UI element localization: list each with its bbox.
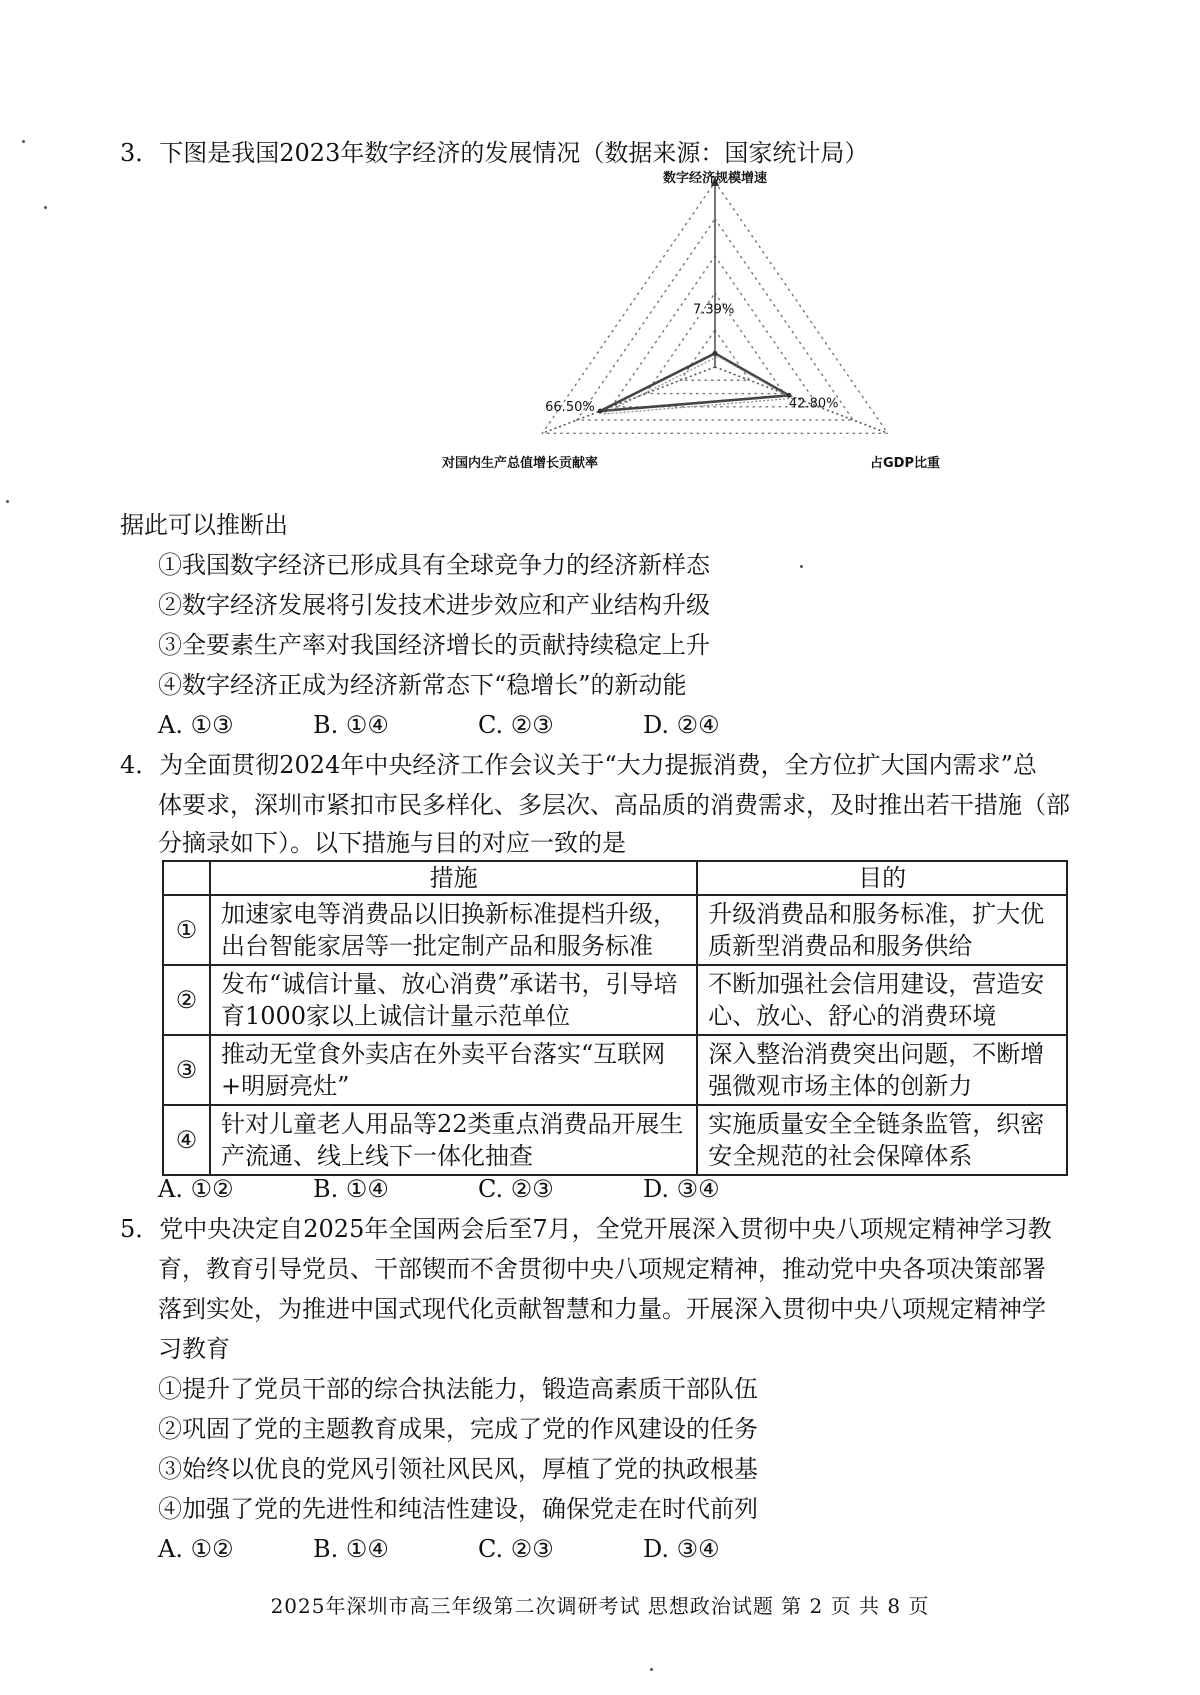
table-header-index bbox=[163, 861, 210, 895]
scan-speck bbox=[6, 500, 9, 503]
row-purpose: 深入整治消费突出问题，不断增强微观市场主体的创新力 bbox=[697, 1035, 1067, 1105]
radar-labels bbox=[441, 170, 940, 471]
table-header-purpose: 目的 bbox=[697, 861, 1067, 895]
q4-option-d[interactable]: D. ③④ bbox=[643, 1175, 720, 1203]
q5-option-d[interactable]: D. ③④ bbox=[643, 1535, 720, 1563]
scan-speck bbox=[22, 140, 25, 143]
q5-option-a[interactable]: A. ①② bbox=[158, 1535, 234, 1563]
q5-stem-line-4: 习教育 bbox=[158, 1335, 230, 1363]
table-row bbox=[163, 1105, 1067, 1175]
radar-point bbox=[713, 351, 718, 356]
radar-chart bbox=[330, 170, 950, 520]
q5-statement-1: ①提升了党员干部的综合执法能力，锻造高素质干部队伍 bbox=[158, 1375, 758, 1403]
q4-option-b[interactable]: B. ①④ bbox=[313, 1175, 389, 1203]
radar-axis-label: 对国内生产总值增长贡献率 bbox=[441, 456, 599, 471]
table-row bbox=[163, 1035, 1067, 1105]
radar-value-label: 42.80% bbox=[788, 396, 839, 412]
page-footer: 2025年深圳市高三年级第二次调研考试 思想政治试题 第 2 页 共 8 页 bbox=[270, 1594, 930, 1618]
row-index: ③ bbox=[163, 1035, 210, 1105]
q3-stem: 3．下图是我国2023年数字经济的发展情况（数据来源：国家统计局） bbox=[120, 139, 869, 167]
row-measure: 针对儿童老人用品等22类重点消费品开展生产流通、线上线下一体化抽查 bbox=[210, 1105, 697, 1175]
radar-value-label: 66.50% bbox=[545, 400, 595, 416]
q4-stem-line-1: 4．为全面贯彻2024年中央经济工作会议关于“大力提振消费，全方位扩大国内需求”总 bbox=[120, 751, 1037, 779]
q3-statement-2: ②数字经济发展将引发技术进步效应和产业结构升级 bbox=[158, 591, 710, 619]
q3-statement-4: ④数字经济正成为经济新常态下“稳增长”的新动能 bbox=[158, 671, 687, 699]
radar-point bbox=[598, 409, 603, 414]
q5-stem-line-1: 5．党中央决定自2025年全国两会后至7月，全党开展深入贯彻中央八项规定精神学习教 bbox=[120, 1215, 1052, 1243]
scan-speck bbox=[650, 1668, 653, 1671]
scan-speck bbox=[44, 206, 47, 209]
q5-statement-3: ③始终以优良的党风引领社风民风，厚植了党的执政根基 bbox=[158, 1455, 758, 1483]
row-index: ② bbox=[163, 965, 210, 1035]
q5-stem-line-2: 育，教育引导党员、干部锲而不舍贯彻中央八项规定精神，推动党中央各项决策部署 bbox=[158, 1255, 1046, 1283]
q5-statement-2: ②巩固了党的主题教育成果，完成了党的作风建设的任务 bbox=[158, 1415, 758, 1443]
table-row bbox=[163, 895, 1067, 965]
row-purpose: 升级消费品和服务标准，扩大优质新型消费品和服务供给 bbox=[697, 895, 1067, 965]
row-index: ① bbox=[163, 895, 210, 965]
q4-stem-line-3: 分摘录如下）。以下措施与目的对应一致的是 bbox=[158, 829, 626, 857]
measures-table bbox=[162, 860, 1068, 1176]
q3-option-d[interactable]: D. ②④ bbox=[643, 711, 720, 739]
q4-option-c[interactable]: C. ②③ bbox=[478, 1175, 554, 1203]
row-measure: 加速家电等消费品以旧换新标准提档升级，出台智能家居等一批定制产品和服务标准 bbox=[210, 895, 697, 965]
q4-options bbox=[158, 1172, 720, 1206]
q4-stem-line-2: 体要求，深圳市紧扣市民多样化、多层次、高品质的消费需求，及时推出若干措施（部 bbox=[158, 791, 1070, 819]
radar-value-label: 7.39% bbox=[693, 302, 735, 318]
q5-stem-line-3: 落到实处，为推进中国式现代化贡献智慧和力量。开展深入贯彻中央八项规定精神学 bbox=[158, 1295, 1046, 1323]
row-measure: 推动无堂食外卖店在外卖平台落实“互联网+明厨亮灶” bbox=[210, 1035, 697, 1105]
radar-series bbox=[598, 351, 792, 414]
radar-axis-label: 占GDP比重 bbox=[870, 456, 940, 471]
radar-axis-label: 数字经济规模增速 bbox=[662, 171, 768, 186]
row-purpose: 不断加强社会信用建设，营造安心、放心、舒心的消费环境 bbox=[697, 965, 1067, 1035]
q5-statement-4: ④加强了党的先进性和纯洁性建设，确保党走在时代前列 bbox=[158, 1495, 758, 1523]
q3-option-b[interactable]: B. ①④ bbox=[313, 711, 389, 739]
table-header-row bbox=[163, 861, 1067, 895]
q3-options bbox=[158, 708, 720, 742]
q5-options bbox=[158, 1532, 720, 1566]
row-measure: 发布“诚信计量、放心消费”承诺书，引导培育1000家以上诚信计量示范单位 bbox=[210, 965, 697, 1035]
q3-statement-3: ③全要素生产率对我国经济增长的贡献持续稳定上升 bbox=[158, 631, 710, 659]
table-row bbox=[163, 965, 1067, 1035]
radar-series-outline bbox=[600, 353, 789, 411]
table-header-measure: 措施 bbox=[210, 861, 697, 895]
q4-option-a[interactable]: A. ①② bbox=[158, 1175, 234, 1203]
q3-statement-1: ①我国数字经济已形成具有全球竞争力的经济新样态 bbox=[158, 551, 710, 579]
q5-option-b[interactable]: B. ①④ bbox=[313, 1535, 389, 1563]
q3-lead: 据此可以推断出 bbox=[120, 511, 288, 539]
q3-option-c[interactable]: C. ②③ bbox=[478, 711, 554, 739]
row-index: ④ bbox=[163, 1105, 210, 1175]
q3-option-a[interactable]: A. ①③ bbox=[158, 711, 234, 739]
row-purpose: 实施质量安全全链条监管，织密安全规范的社会保障体系 bbox=[697, 1105, 1067, 1175]
scan-speck bbox=[800, 565, 803, 568]
q5-option-c[interactable]: C. ②③ bbox=[478, 1535, 554, 1563]
